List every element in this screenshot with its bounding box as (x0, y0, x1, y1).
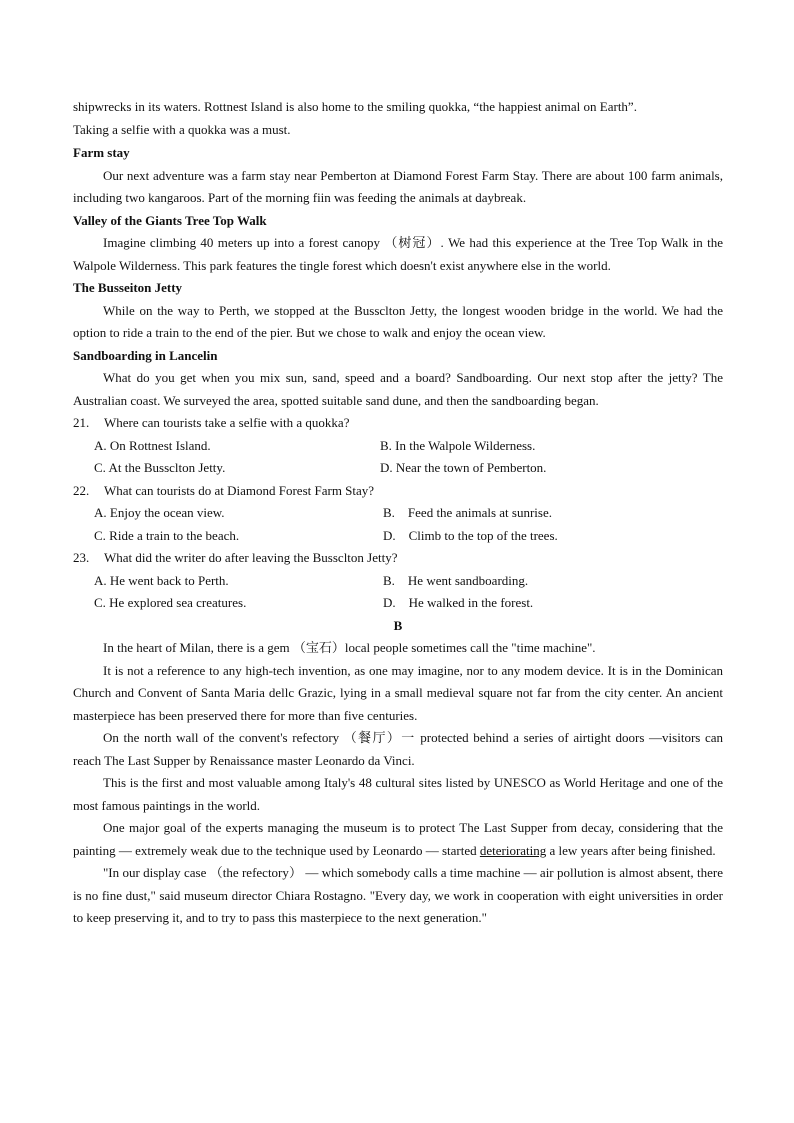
heading-sandboarding: Sandboarding in Lancelin (73, 347, 218, 363)
paragraph-b-4: This is the first and most valuable among Italy's 48 cultural sites listed by UNESCO as World Heritage and one of the most famous paintings in the world. (73, 775, 723, 813)
option-b: B. Feed the animals at sunrise. (383, 505, 552, 520)
question-number: 22. (73, 482, 90, 498)
section-b-title: B (393, 617, 403, 633)
option-a: A. He went back to Perth. (94, 572, 229, 588)
option-c: C. He explored sea creatures. (94, 595, 247, 610)
intro-paragraph (73, 96, 723, 141)
option-d: D. He walked in the forest. (383, 595, 534, 610)
option-b: B. In the Walpole Wilderness. (380, 437, 536, 453)
question-number: 21. (73, 415, 90, 430)
question-text: What did the writer do after leaving the Bussclton Jetty? (104, 550, 398, 565)
paragraph-b-5-end: a lew years after being finished. (546, 842, 716, 858)
option-d: D. Climb to the top of the trees. (383, 527, 558, 543)
option-c: C. Ride a train to the beach. (94, 527, 240, 543)
question-21 (73, 412, 723, 435)
option-a: A. On Rottnest Island. (94, 437, 211, 453)
paragraph-jetty: While on the way to Perth, we stopped at the Bussclton Jetty, the longest wooden bridge in the world. We had the option to ride a train to the end of the pier. But we chose to walk and enjoy the ocean view. (73, 302, 723, 340)
paragraph-b-5-start: One major goal of the experts managing the museum is to protect The Last Supper from decay, considering that the painting — extremely weak due to the technique used by Leonardo — started (73, 820, 723, 858)
paragraph-valley: Imagine climbing 40 meters up into a forest canopy （树冠）. We had this experience at the Tree Top Walk in the Walpole Wilderness. This park features the tingle forest which doesn't exist anywhere else in the world. (73, 235, 723, 273)
underlined-word: deteriorating (479, 842, 547, 858)
options-23 (73, 570, 723, 615)
paragraph-farm-stay: Our next adventure was a farm stay near Pemberton at Diamond Forest Farm Stay. There are about 100 farm animals, including two kangaroos. Part of the morning fiin was feeding the animals at daybreak. (73, 167, 723, 205)
option-b: B. He went sandboarding. (383, 572, 529, 588)
question-number: 23. (73, 550, 90, 565)
option-d: D. Near the town of Pemberton. (380, 460, 547, 475)
paragraph-b-6: "In our display case （the refectory） — which somebody calls a time machine — air pollution is almost absent, there is no fine dust," said museum director Chiara Rostagno. "Every day, we work in cooperation with eight universities in order to keep preserving it, and to try to pass this masterpiece to the next generation." (73, 865, 723, 925)
document-page (73, 96, 723, 930)
intro-line-2: Taking a selfie with a quokka was a must. (73, 121, 291, 137)
question-text: What can tourists do at Diamond Forest Farm Stay? (104, 482, 375, 498)
paragraph-b-2: It is not a reference to any high-tech invention, as one may imagine, nor to any modem device. It is in the Dominican Church and Convent of Santa Maria dellc Grazic, lying in a small medieval square not far from the city center. An ancient masterpiece has been preserved there for more than five centuries. (73, 662, 723, 723)
options-21 (73, 435, 723, 480)
heading-farm-stay: Farm stay (73, 145, 130, 160)
option-c: C. At the Bussclton Jetty. (94, 460, 226, 475)
paragraph-b-1: In the heart of Milan, there is a gem （宝石）local people sometimes call the "time machine". (103, 640, 596, 655)
heading-valley: Valley of the Giants Tree Top Walk (73, 212, 267, 228)
question-22 (73, 480, 723, 503)
intro-line-1: shipwrecks in its waters. Rottnest Island is also home to the smiling quokka, “the happiest animal on Earth”. (73, 99, 637, 114)
question-23 (73, 547, 723, 570)
paragraph-sandboarding: What do you get when you mix sun, sand, speed and a board? Sandboarding. Our next stop after the jetty? The Australian coast. We surveyed the area, spotted suitable sand dune, and then the sandboarding began. (73, 370, 723, 408)
question-text: Where can tourists take a selfie with a quokka? (104, 415, 350, 430)
paragraph-b-3: On the north wall of the convent's refectory （餐厅）一 protected behind a series of airtight doors —visitors can reach The Last Supper by Renaissance master Leonardo da Vinci. (73, 730, 723, 768)
options-22 (73, 502, 723, 547)
heading-jetty: The Busseiton Jetty (73, 280, 183, 295)
paragraph-b-5 (73, 817, 723, 862)
option-a: A. Enjoy the ocean view. (94, 505, 225, 520)
